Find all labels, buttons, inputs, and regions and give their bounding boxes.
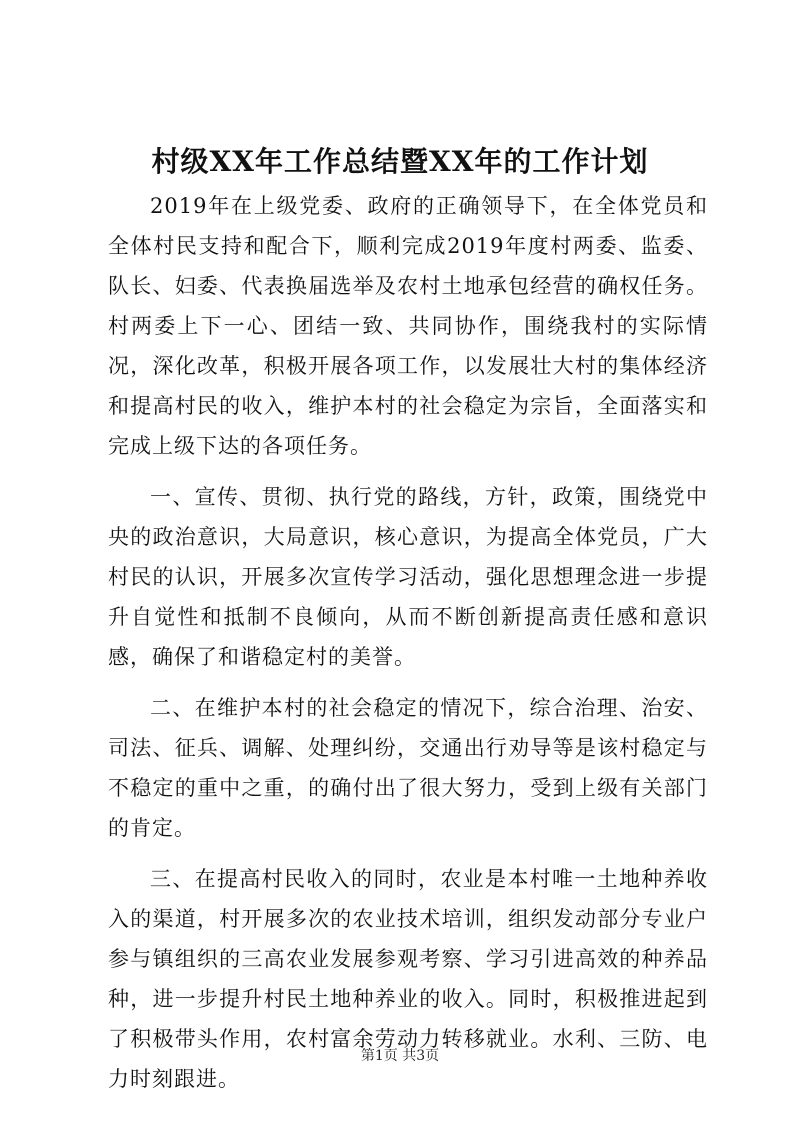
paragraph-section-1: 一、宣传、贯彻、执行党的路线，方针，政策，围绕党中央的政治意识，大局意识，核心意识，为提高全体党员，广大村民的认识，开展多次宣传学习活动，强化思想理念进一步提升自觉性和抵制不良倾向，从而不断创新提高责任感和意识感，确保了和谐稳定村的美誉。 bbox=[108, 485, 708, 669]
page-number-footer: 第1页 共3页 bbox=[360, 1048, 440, 1064]
document-title: 村级XX年工作总结暨XX年的工作计划 bbox=[151, 145, 649, 178]
document-body bbox=[108, 186, 708, 1110]
paragraph-intro: 2019年在上级党委、政府的正确领导下，在全体党员和全体村民支持和配合下，顺利完成2019年度村两委、监委、队长、妇委、代表换届选举及农村土地承包经营的确权任务。村两委上下一心、团结一致、共同协作，围绕我村的实际情况，深化改革，积极开展各项工作，以发展壮大村的集体经济和提高村民的收入，维护本村的社会稳定为宗旨，全面落实和完成上级下达的各项任务。 bbox=[108, 194, 708, 458]
paragraph-section-2: 二、在维护本村的社会稳定的情况下，综合治理、治安、司法、征兵、调解、处理纠纷，交通出行劝导等是该村稳定与不稳定的重中之重，的确付出了很大努力，受到上级有关部门的肯定。 bbox=[108, 696, 708, 840]
paragraph-section-3: 三、在提高村民收入的同时，农业是本村唯一土地种养收入的渠道，村开展多次的农业技术培训，组织发动部分专业户参与镇组织的三高农业发展参观考察、学习引进高效的种养品种，进一步提升村民土地种养业的收入。同时，积极推进起到了积极带头作用，农村富余劳动力转移就业。水利、三防、电力时刻跟进。 bbox=[108, 867, 708, 1091]
